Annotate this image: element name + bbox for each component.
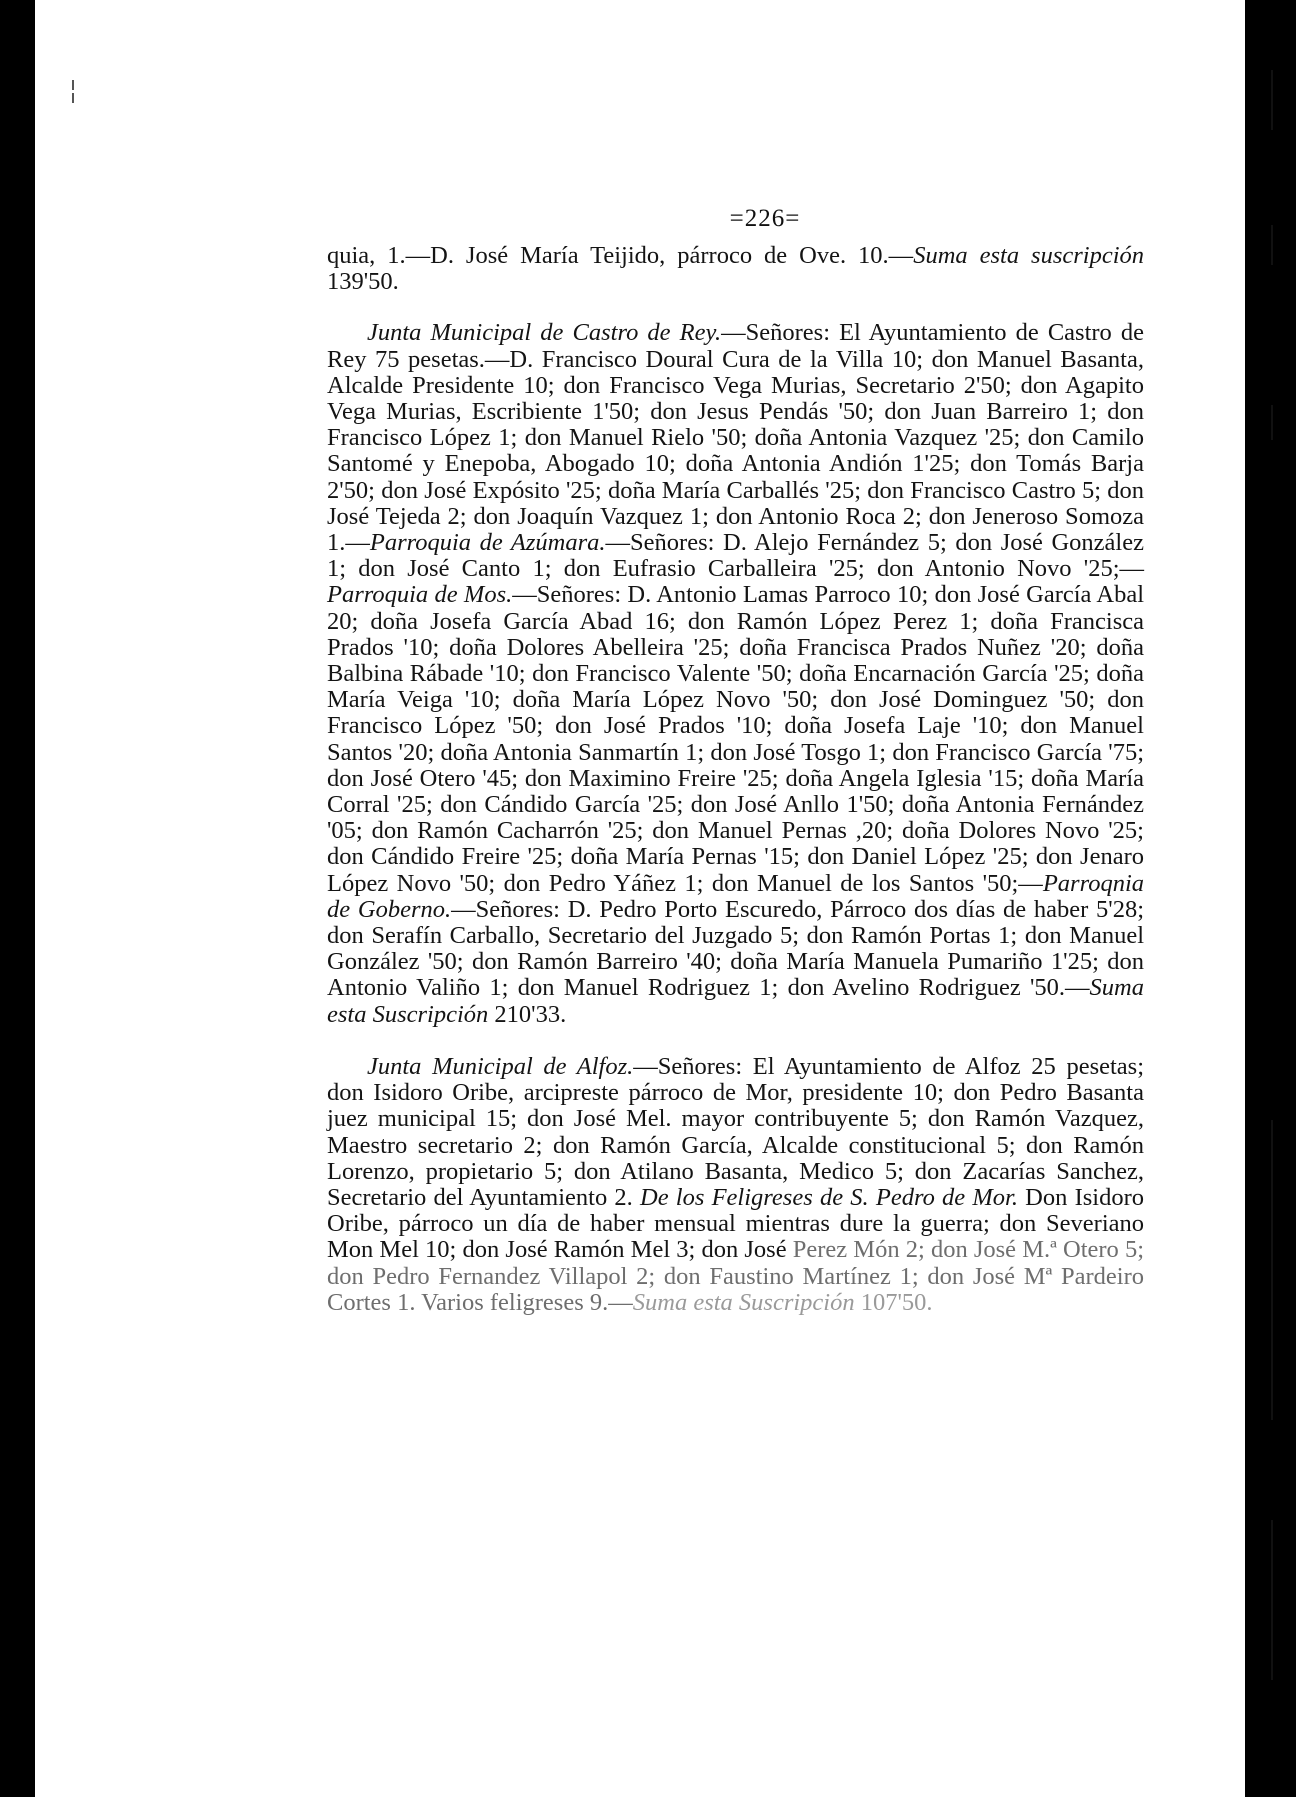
page-number: =226= [729,205,801,232]
sum-value: 139'50. [327,268,399,296]
parish-heading: Parroqnia de Goberno. [327,869,1144,923]
sum-label: Suma esta suscripción [913,242,1144,269]
parish-heading: De los Feligreses de S. Pedro de Mor. [640,1183,1018,1211]
faded-print: Perez Món 2; don José M.ª Otero 5; don Pedro Fernandez Villapol 2; don Faustino Martínez 1; don José Mª Pardeiro Cortes 1. Varios feligreses 9.— [327,1236,1144,1316]
right-edge-rule [1271,1520,1273,1680]
paragraph-alfoz: Junta Municipal de Alfoz.—Señores: El Ayuntamiento de Alfoz 25 pesetas; don Isidoro Oribe, arcipreste párroco de Mor, presidente 10; don Pedro Basanta juez municipal 15; don José Mel. mayor contribuyente 5; don Ramón Vazquez, Maestro secretario 2; don Ramón García, Alcalde constitucional 5; don Ramón Lorenzo, propietario 5; don Atilano Basanta, Medico 5; don Zacarías Sanchez, Secretario del Ayuntamiento 2. De los Feligreses de S. Pedro de Mor. Don Isidoro Oribe, párroco un día de haber mensual mientras dure la guerra; don Severiano Mon Mel 10; don José Ramón Mel 3; don José Perez Món 2; don José M.ª Otero 5; don Pedro Fernandez Villapol 2; don Faustino Martínez 1; don José Mª Pardeiro Cortes 1. Varios feligreses 9.—Suma esta Suscripción 107'50. [327,1052,1144,1316]
right-edge-rule [1271,225,1273,265]
paragraph-continuation: quia, 1.—D. José María Teijido, párroco de Ove. 10.—Suma esta suscripción 139'50. [327,242,1144,296]
document-body [327,243,1144,1316]
section-heading: Junta Municipal de Alfoz. [367,1052,634,1080]
right-edge-rule [1271,70,1273,130]
sum-label: Suma esta Suscripción [632,1288,855,1316]
paragraph-castro-de-rey: Junta Municipal de Castro de Rey.—Señores: El Ayuntamiento de Castro de Rey 75 pesetas.—D. Francisco Doural Cura de la Villa 10; don Manuel Basanta, Alcalde Presidente 10; don Francisco Vega Murias, Secretario 2'50; don Agapito Vega Murias, Escribiente 1'50; don Jesus Pendás '50; don Juan Barreiro 1; don Francisco López 1; don Manuel Rielo '50; doña Antonia Vazquez '25; don Camilo Santomé y Enepoba, Abogado 10; doña Antonia Andión 1'25; don Tomás Barja 2'50; don José Expósito '25; doña María Carballés '25; don Francisco Castro 5; don José Tejeda 2; don Joaquín Vazquez 1; don Antonio Roca 2; don Jeneroso Somoza 1.—Parroquia de Azúmara.—Señores: D. Alejo Fernández 5; don José González 1; don José Canto 1; don Eufrasio Carballeira '25; don Antonio Novo '25;—Parroquia de Mos.—Señores: D. Antonio Lamas Parroco 10; don José García Abal 20; doña Josefa García Abad 16; don Ramón López Perez 1; doña Francisca Prados '10; doña Dolores Abelleira '25; doña Francisca Prados Nuñez '20; doña Balbina Rábade '10; don Francisco Valente '50; doña Encarnación García '25; doña María Veiga '10; doña María López Novo '50; don José Dominguez '50; don Francisco López '50; don José Prados '10; doña Josefa Laje '10; don Manuel Santos '20; doña Antonia Sanmartín 1; don José Tosgo 1; don Francisco García '75; don José Otero '45; don Maximino Freire '25; doña Angela Iglesia '15; doña María Corral '25; don Cándido García '25; don José Anllo 1'50; doña Antonia Fernández '05; don Ramón Cacharrón '25; don Manuel Pernas ,20; doña Dolores Novo '25; don Cándido Freire '25; doña María Pernas '15; don Daniel López '25; don Jenaro López Novo '50; don Pedro Yáñez 1; don Manuel de los Santos '50;—Parroqnia de Goberno.—Señores: D. Pedro Porto Escuredo, Párroco dos días de haber 5'28; don Serafín Carballo, Secretario del Juzgado 5; don Ramón Portas 1; don Manuel González '50; don Ramón Barreiro '40; doña María Manuela Pumariño 1'25; don Antonio Valiño 1; don Manuel Rodriguez 1; don Avelino Rodriguez '50.—Suma esta Suscripción 210'33. [327,319,1144,1028]
binding-marks [71,80,77,110]
section-heading: Junta Municipal de Castro de Rey. [367,319,722,347]
parish-heading: Parroquia de Mos. [327,581,513,609]
sum-label: Suma esta Suscripción [327,974,1144,1028]
sum-value: 210'33. [488,1000,567,1028]
right-edge-rule [1271,405,1273,440]
parish-heading: Parroquia de Azúmara. [369,529,606,557]
sum-value: 107'50. [854,1288,933,1316]
right-edge-rule [1271,1120,1273,1420]
